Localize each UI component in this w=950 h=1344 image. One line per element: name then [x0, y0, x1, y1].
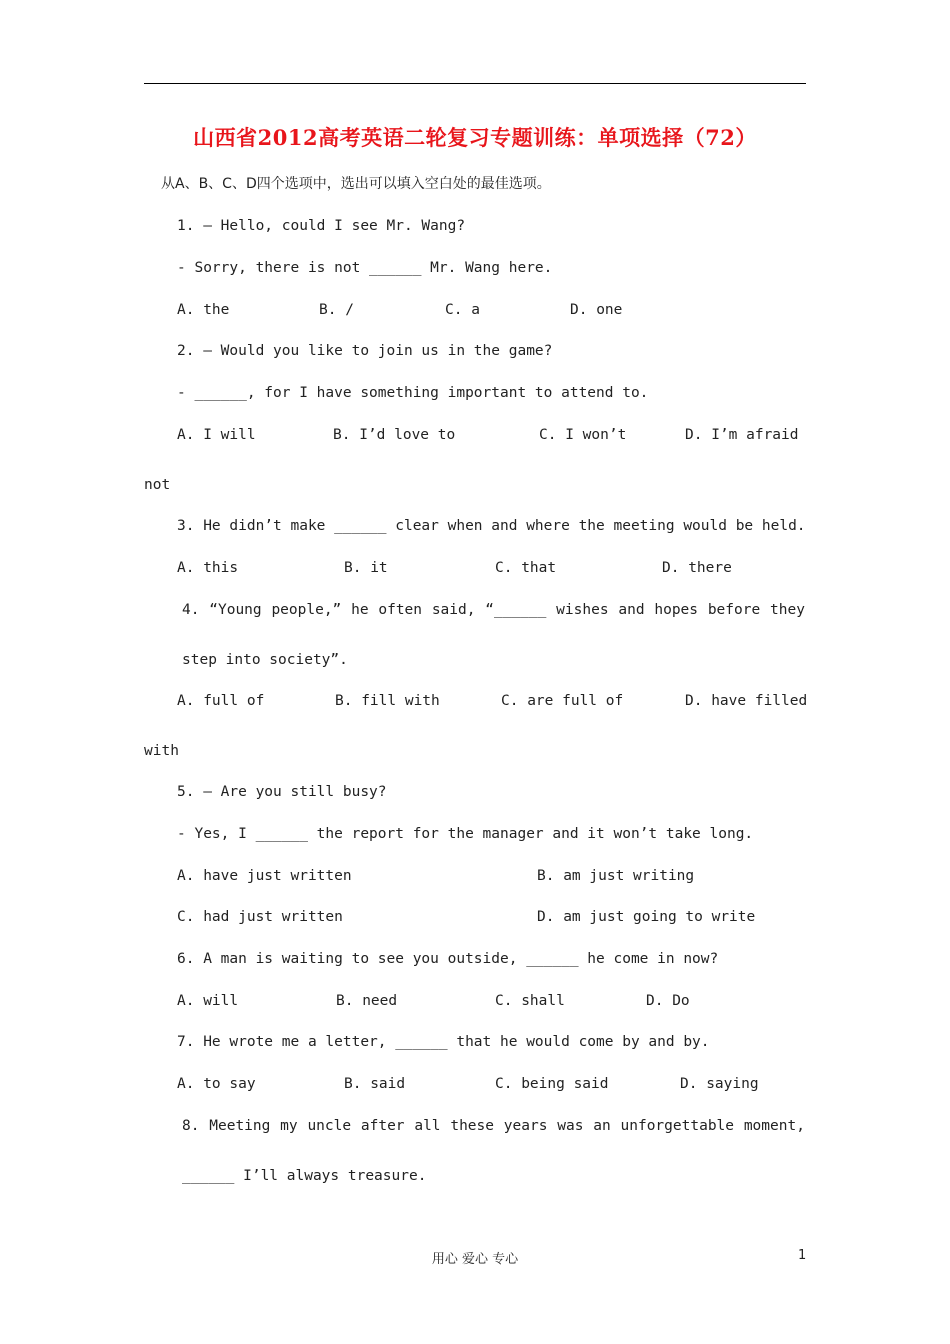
- question-7-option-d: D. saying: [680, 1076, 759, 1092]
- question-4-stem-continued: step into society”.: [182, 652, 348, 668]
- question-5-option-a: A. have just written: [177, 868, 352, 884]
- question-6-option-c: C. shall: [495, 993, 565, 1009]
- question-6-option-a: A. will: [177, 993, 239, 1009]
- question-1-stem: 1. – Hello, could I see Mr. Wang?: [177, 218, 466, 234]
- question-5-reply: - Yes, I ______ the report for the manager and it won’t take long.: [177, 826, 754, 842]
- question-4-option-b: B. fill with: [335, 693, 440, 709]
- question-1-option-d: D. one: [570, 302, 623, 318]
- question-1-option-c: C. a: [445, 302, 480, 318]
- question-4-option-c: C. are full of: [501, 693, 624, 709]
- question-1-option-b: B. /: [319, 302, 354, 318]
- question-2-option-b: B. I’d love to: [333, 427, 456, 443]
- question-8-stem: 8. Meeting my uncle after all these years was an unforgettable moment,: [182, 1118, 805, 1134]
- question-7-option-c: C. being said: [495, 1076, 609, 1092]
- question-1-option-a: A. the: [177, 302, 230, 318]
- question-7-option-a: A. to say: [177, 1076, 256, 1092]
- page-number: 1: [798, 1248, 807, 1263]
- question-3-option-b: B. it: [344, 560, 388, 576]
- question-4-option-d-continued: with: [144, 743, 179, 759]
- question-2-option-d: D. I’m afraid: [685, 427, 799, 443]
- question-6-option-b: B. need: [336, 993, 398, 1009]
- question-3-option-c: C. that: [495, 560, 557, 576]
- question-2-option-a: A. I will: [177, 427, 256, 443]
- question-4-option-d: D. have filled: [685, 693, 808, 709]
- question-4-option-a: A. full of: [177, 693, 265, 709]
- question-2-option-d-continued: not: [144, 477, 171, 493]
- header-rule: [144, 83, 806, 84]
- question-5-option-c: C. had just written: [177, 909, 343, 925]
- question-8-stem-continued: ______ I’ll always treasure.: [182, 1168, 427, 1184]
- question-5-stem: 5. – Are you still busy?: [177, 784, 387, 800]
- question-3-option-a: A. this: [177, 560, 239, 576]
- question-5-option-d: D. am just going to write: [537, 909, 756, 925]
- question-7-option-b: B. said: [344, 1076, 406, 1092]
- question-2-option-c: C. I won’t: [539, 427, 627, 443]
- question-6-stem: 6. A man is waiting to see you outside, ______ he come in now?: [177, 951, 719, 967]
- question-3-stem: 3. He didn’t make ______ clear when and where the meeting would be held.: [177, 518, 806, 534]
- question-5-option-b: B. am just writing: [537, 868, 695, 884]
- instruction-text: 从A、B、C、D四个选项中，选出可以填入空白处的最佳选项。: [161, 176, 551, 192]
- question-2-reply: - ______, for I have something important to attend to.: [177, 385, 649, 401]
- question-3-option-d: D. there: [662, 560, 732, 576]
- page-title: 山西省2012高考英语二轮复习专题训练：单项选择（72）: [193, 125, 757, 150]
- question-4-stem: 4. “Young people,” he often said, “______ wishes and hopes before they: [182, 602, 805, 618]
- question-6-option-d: D. Do: [646, 993, 690, 1009]
- question-2-stem: 2. – Would you like to join us in the game?: [177, 343, 553, 359]
- question-7-stem: 7. He wrote me a letter, ______ that he would come by and by.: [177, 1034, 710, 1050]
- question-1-reply: - Sorry, there is not ______ Mr. Wang here.: [177, 260, 553, 276]
- page-footer: 用心 爱心 专心: [431, 1252, 519, 1267]
